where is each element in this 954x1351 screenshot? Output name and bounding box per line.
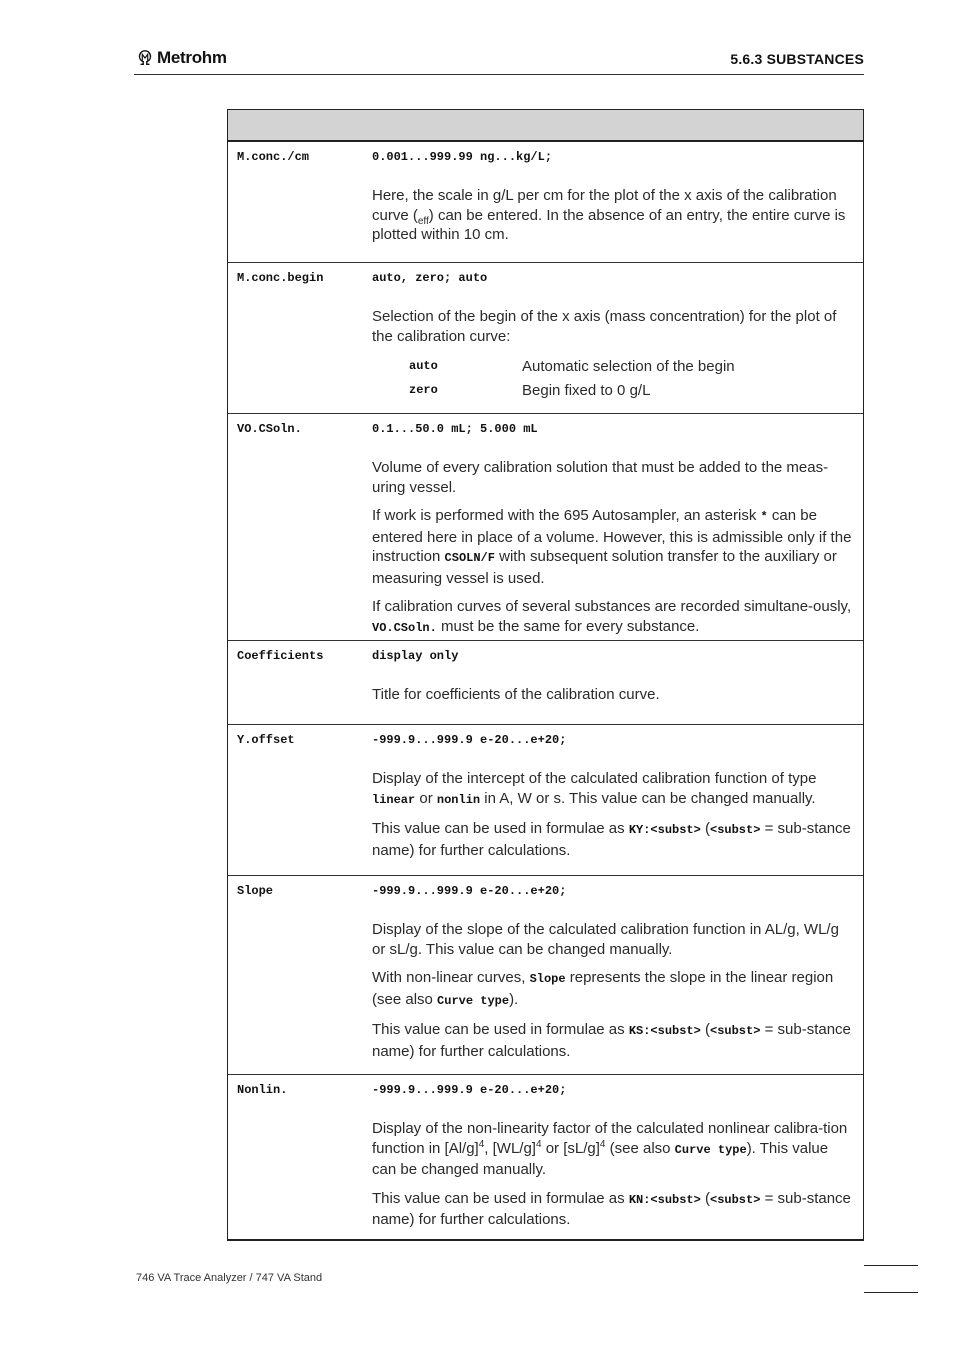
param-name: Nonlin. (237, 1083, 288, 1097)
option-auto: auto Automatic selection of the begin (409, 358, 735, 376)
param-name: Coefficients (237, 649, 324, 663)
param-range: auto, zero; auto (372, 271, 488, 285)
param-description: Display of the non-linearity factor of the calculated nonlinear calibra-tion function in $[Al/g]^4$, $[WL/g]^4$ or $[sL/g]^4$ (see also Curve type). This value can be changed manually. This value can be used in formulae as KN:<subst> (<subst> = sub-stance name) for further calculations. (372, 1120, 851, 1228)
row-vo-csoln (228, 414, 863, 641)
row-nonlin (228, 1075, 863, 1239)
footer-product-name: 746 VA Trace Analyzer / 747 VA Stand (136, 1272, 323, 1284)
param-range: -999.9...999.9 e-20...e+20; (372, 1083, 567, 1097)
option-list (372, 355, 855, 403)
row-mconc-cm (228, 142, 863, 263)
metrohm-logo (136, 48, 227, 68)
param-name: Y.offset (237, 733, 295, 747)
row-mconc-begin (228, 263, 863, 414)
param-range: 0.1...50.0 mL; 5.000 mL (372, 422, 538, 436)
param-name: Slope (237, 884, 274, 898)
row-y-offset (228, 725, 863, 876)
param-description: Volume of every calibration solution that must be added to the meas-uring vessel. If work is performed with the 695 Autosampler, an asterisk * can be entered here in place of a volume. However, this is admissible only if the instruction CSOLN/F with subsequent solution transfer to the auxiliary or measuring vessel is used. If calibration curves of several substances are recorded simultane-ously, VO.CSoln. must be the same for every substance. (372, 459, 852, 635)
param-range: 0.001...999.99 ng...kg/L; (372, 150, 553, 164)
parameter-table (227, 109, 864, 1241)
header-divider (134, 74, 864, 75)
footer-rule-top (864, 1265, 918, 1266)
footer-rule-bottom (864, 1292, 918, 1293)
param-range: -999.9...999.9 e-20...e+20; (372, 884, 567, 898)
param-description: Selection of the begin of the x axis (mass concentration) for the plot of the calibration curve: auto Automatic selection of the begin zero Begin fixed to 0 g/L (372, 285, 863, 417)
metrohm-omega-icon (136, 49, 154, 67)
param-range: display only (372, 649, 459, 663)
row-slope (228, 876, 863, 1075)
param-description: Display of the slope of the calculated calibration function in AL/g, WL/g or sL/g. This value can be changed manually. With non-linear curves, Slope represents the slope in the linear region (see also Curve type). This value can be used in formulae as KS:<subst> (<subst> = sub-stance name) for further calculations. (372, 921, 851, 1060)
param-range: -999.9...999.9 e-20...e+20; (372, 733, 567, 747)
param-description: Title for coefficients of the calibration curve. (372, 686, 660, 703)
param-description: Display of the intercept of the calculated calibration function of type linear or nonlin in A, W or s. This value can be changed manually. This value can be used in formulae as KY:<subst> (<subst> = sub-stance name) for further calculations. (372, 770, 851, 859)
param-name: M.conc./cm (237, 150, 310, 164)
param-name: VO.CSoln. (237, 422, 302, 436)
table-header-bar (228, 110, 863, 142)
param-description: Here, the scale in g/L per cm for the plot of the x axis of the calibration curve $(_{eff})$ can be entered. In the absence of an entry, the entire curve is plotted within 10 cm. (372, 187, 846, 243)
option-zero: zero Begin fixed to 0 g/L (409, 382, 651, 400)
param-name: M.conc.begin (237, 271, 324, 285)
row-coefficients (228, 641, 863, 725)
logo-text: Metrohm (157, 48, 227, 67)
section-title: 5.6.3 SUBSTANCES (730, 51, 864, 67)
